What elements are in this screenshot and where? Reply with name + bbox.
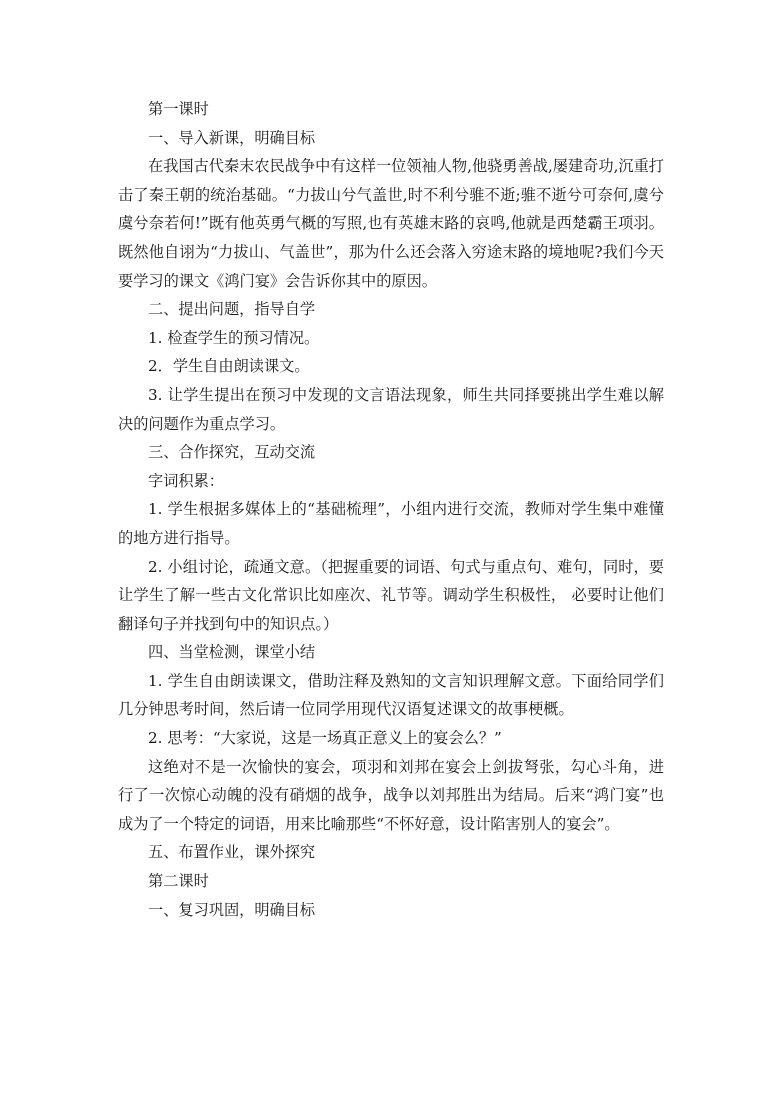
list-item: 3. 让学生提出在预习中发现的文言语法现象，师生共同择要挑出学生难以解决的问题作为重点学习。 (118, 385, 664, 433)
document-body (118, 95, 664, 924)
section-heading-intro: 一、导入新课，明确目标 (148, 128, 316, 147)
section-heading-test: 四、当堂检测，课堂小结 (148, 643, 316, 662)
vocabulary-label: 字词积累： (148, 471, 224, 490)
intro-paragraph: 在我国古代秦末农民战争中有这样一位领袖人物,他骁勇善战,屡建奇功,沉重打击了秦王朝的统治基础。“力拔山兮气盖世,时不利兮骓不逝;骓不逝兮可奈何,虞兮虞兮奈若何!”既有他英勇气概的写照,也有英雄末路的哀鸣,他就是西楚霸王项羽。既然他自诩为“力拔山、气盖世”，那为什么还会落入穷途末路的境地呢?我们今天要学习的课文《鸿门宴》会告诉你其中的原因。 (118, 157, 664, 290)
list-item: 1. 学生根据多媒体上的“基础梳理”，小组内进行交流，教师对学生集中难懂的地方进行指导。 (118, 500, 664, 547)
section-heading-questions: 二、提出问题，指导自学 (148, 300, 316, 319)
list-item: 2. 小组讨论，疏通文意。（把握重要的词语、句式与重点句、难句，同时，要让学生了解一些古文化常识比如座次、礼节等。调动学生积极性， 必要时让他们翻译句子并找到句中的知识点。） (118, 557, 664, 633)
list-item: 2. 思考：“大家说，这是一场真正意义上的宴会么？” (148, 729, 502, 748)
list-item: 2．学生自由朗读课文。 (148, 357, 310, 376)
section-heading-review: 一、复习巩固，明确目标 (148, 900, 316, 919)
section-heading-cooperation: 三、合作探究，互动交流 (148, 443, 316, 462)
lesson-one-heading: 第一课时 (148, 100, 209, 118)
lesson-two-heading: 第二课时 (148, 872, 209, 891)
answer-paragraph: 这绝对不是一次愉快的宴会，项羽和刘邦在宴会上剑拔弩张，勾心斗角，进行了一次惊心动魄的没有硝烟的战争，战争以刘邦胜出为结局。后来“鸿门宴”也成为了一个特定的词语，用来比喻那些“不怀好意，设计陷害别人的宴会”。 (118, 757, 664, 833)
section-heading-homework: 五、布置作业，课外探究 (148, 843, 316, 862)
list-item: 1. 检查学生的预习情况。 (148, 328, 320, 347)
list-item: 1. 学生自由朗读课文，借助注释及熟知的文言知识理解文意。下面给同学们几分钟思考时间，然后请一位同学用现代汉语复述课文的故事梗概。 (118, 671, 664, 719)
